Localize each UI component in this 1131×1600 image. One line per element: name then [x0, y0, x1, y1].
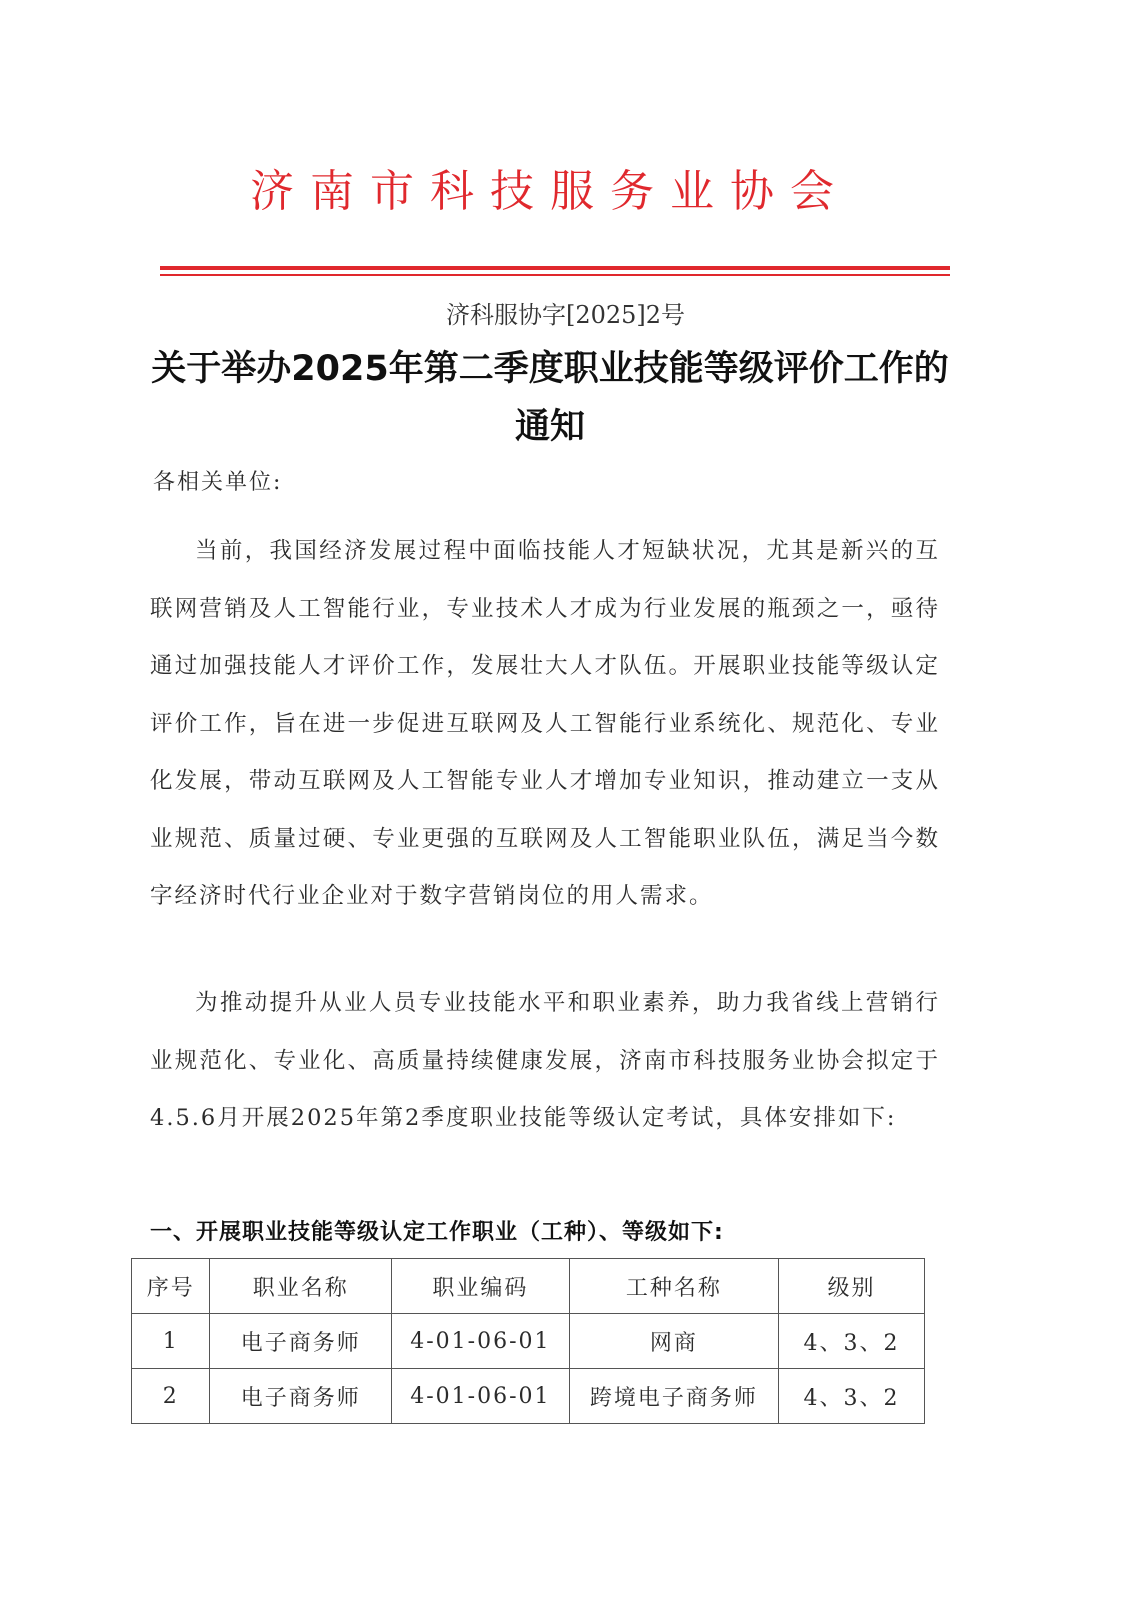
section-heading: 一、开展职业技能等级认定工作职业（工种）、等级如下: — [150, 1220, 724, 1245]
header-cell-level: 级别 — [778, 1259, 924, 1314]
cell-trade: 网商 — [569, 1314, 778, 1369]
occupation-level-table — [131, 1258, 925, 1424]
letterhead-rule-thin — [160, 274, 950, 276]
cell-seq: 1 — [132, 1314, 210, 1369]
letterhead-rule-thick — [160, 266, 950, 270]
table-row — [132, 1314, 925, 1369]
header-cell-trade: 工种名称 — [569, 1259, 778, 1314]
document-title: 关于举办2025年第二季度职业技能等级评价工作的通知 — [151, 349, 949, 447]
body-paragraph-2: 为推动提升从业人员专业技能水平和职业素养，助力我省线上营销行业规范化、专业化、高质量持续健康发展，济南市科技服务业协会拟定于4.5.6月开展2025年第2季度职业技能等级认定考试，具体安排如下: — [150, 990, 940, 1131]
cell-code: 4-01-06-01 — [392, 1314, 570, 1369]
organization-letterhead: 济南市科技服务业协会 — [250, 166, 850, 217]
cell-level: 4、3、2 — [778, 1369, 924, 1424]
table-header-row — [132, 1259, 925, 1314]
cell-trade: 跨境电子商务师 — [569, 1369, 778, 1424]
cell-level: 4、3、2 — [778, 1314, 924, 1369]
header-cell-occupation: 职业名称 — [210, 1259, 392, 1314]
cell-seq: 2 — [132, 1369, 210, 1424]
header-cell-seq: 序号 — [132, 1259, 210, 1314]
table-row — [132, 1369, 925, 1424]
cell-occupation: 电子商务师 — [210, 1314, 392, 1369]
header-cell-code: 职业编码 — [392, 1259, 570, 1314]
cell-occupation: 电子商务师 — [210, 1369, 392, 1424]
document-number: 济科服协字[2025]2号 — [445, 301, 686, 329]
cell-code: 4-01-06-01 — [392, 1369, 570, 1424]
salutation: 各相关单位: — [153, 470, 283, 495]
body-paragraph-1: 当前，我国经济发展过程中面临技能人才短缺状况，尤其是新兴的互联网营销及人工智能行业，专业技术人才成为行业发展的瓶颈之一，亟待通过加强技能人才评价工作，发展壮大人才队伍。开展职业技能等级认定评价工作，旨在进一步促进互联网及人工智能行业系统化、规范化、专业化发展，带动互联网及人工智能专业人才增加专业知识，推动建立一支从业规范、质量过硬、专业更强的互联网及人工智能职业队伍，满足当今数字经济时代行业企业对于数字营销岗位的用人需求。 — [150, 538, 940, 909]
